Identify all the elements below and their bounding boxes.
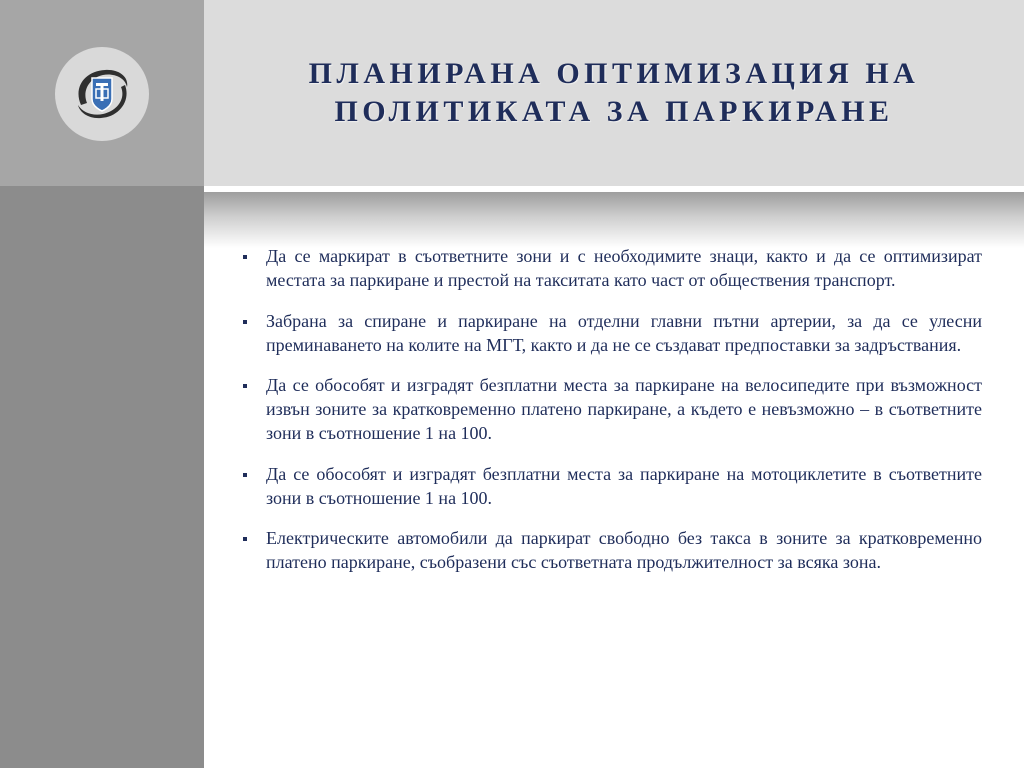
title-line-1: ПЛАНИРАНА ОПТИМИЗАЦИЯ НА	[308, 57, 920, 90]
bullet-text: Електрическите автомобили да паркират свободно без такса в зоните за кратковременно платено паркиране, съобразени със съответната продължителност за всяка зона.	[266, 528, 982, 572]
bullet-text: Да се маркират в съответните зони и с необходимите знаци, както и да се оптимизират местата за паркиране и престой на такситата като част от обществения транспорт.	[266, 246, 982, 290]
list-item	[240, 309, 982, 357]
list-item	[240, 526, 982, 574]
logo	[55, 47, 149, 141]
content-area	[240, 244, 982, 591]
bullet-marker	[243, 537, 247, 541]
bullet-marker	[243, 384, 247, 388]
municipal-emblem-icon	[55, 47, 149, 141]
page-title	[285, 55, 944, 131]
list-item	[240, 462, 982, 510]
left-bottom-panel	[0, 186, 204, 768]
bullet-marker	[243, 255, 247, 259]
bullet-text: Да се обособят и изградят безплатни места за паркиране на мотоциклетите в съответните зони в съотношение 1 на 100.	[266, 463, 982, 508]
list-item	[240, 373, 982, 445]
bullet-marker	[243, 320, 247, 324]
list-item	[240, 244, 982, 292]
bullet-list	[240, 244, 982, 574]
bullet-text: Да се обособят и изградят безплатни места за паркиране на велосипедите при възможност извън зоните за кратковременно платено паркиране, а където е невъзможно – в съответните зони в съотношение 1 на 100.	[266, 375, 982, 443]
bullet-marker	[243, 473, 247, 477]
shade-gradient	[204, 192, 1024, 248]
title-band	[204, 0, 1024, 186]
bullet-text: Забрана за спиране и паркиране на отделни главни пътни артерии, за да се улесни преминаването на колите на МГТ, както и да не се създават предпоставки за задръствания.	[266, 310, 982, 355]
title-line-2: ПОЛИТИКАТА ЗА ПАРКИРАНЕ	[334, 95, 894, 128]
